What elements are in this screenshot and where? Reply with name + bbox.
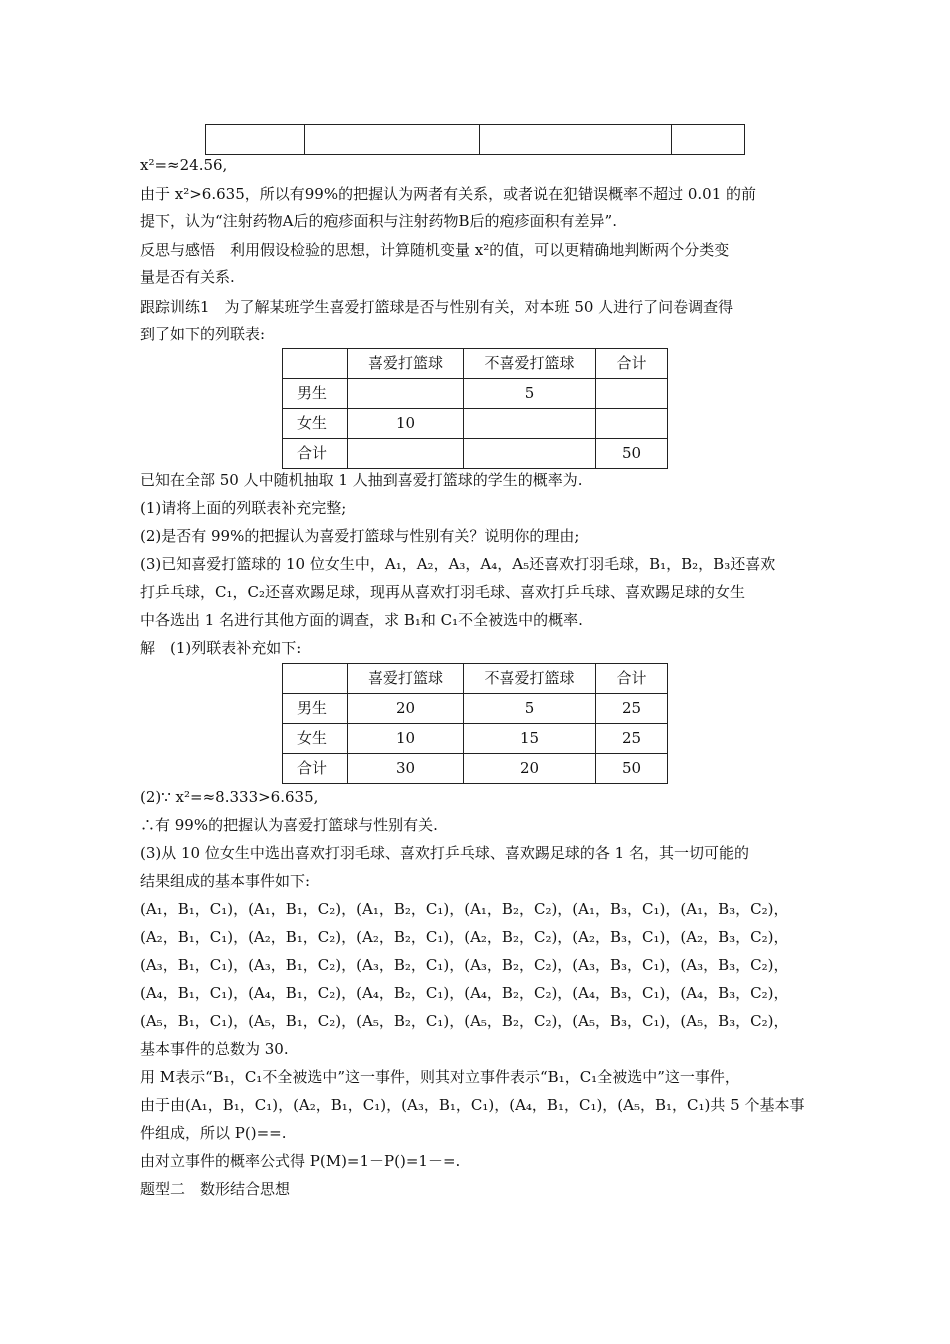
table-cell: 30 [348, 754, 464, 784]
contingency-table-blank [282, 348, 668, 469]
table-cell: 25 [596, 724, 668, 754]
text-line: 已知在全部 50 人中随机抽取 1 人抽到喜爱打篮球的学生的概率为. [140, 471, 583, 489]
table-cell: 不喜爱打篮球 [464, 664, 596, 694]
table-row [283, 724, 668, 754]
table-cell: 合计 [283, 754, 348, 784]
table-cell [206, 125, 305, 155]
text-line: 由于 x²>6.635，所以有99%的把握认为两者有关系，或者说在犯错误概率不超过 0.01 的前 [140, 185, 757, 203]
text-line: 提下，认为“注射药物A后的疱疹面积与注射药物B后的疱疹面积有差异”. [140, 212, 617, 230]
text-line: (A₄，B₁，C₁)，(A₄，B₁，C₂)，(A₄，B₂，C₁)，(A₄，B₂，C₂)，(A₄，B₃，C₁)，(A₄，B₃，C₂)， [140, 984, 789, 1002]
contingency-table-complete [282, 663, 668, 784]
table-cell: 喜爱打篮球 [348, 349, 464, 379]
table-cell: 10 [348, 409, 464, 439]
table-cell [464, 409, 596, 439]
table-row [283, 439, 668, 469]
table-cell: 20 [348, 694, 464, 724]
table-cell: 合计 [283, 439, 348, 469]
table-row [283, 349, 668, 379]
table-cell: 女生 [283, 409, 348, 439]
table-cell [596, 379, 668, 409]
text-line: (A₅，B₁，C₁)，(A₅，B₁，C₂)，(A₅，B₂，C₁)，(A₅，B₂，C₂)，(A₅，B₃，C₁)，(A₅，B₃，C₂)， [140, 1012, 789, 1030]
text-line: (3)从 10 位女生中选出喜欢打羽毛球、喜欢打乒乓球、喜欢踢足球的各 1 名，其一切可能的 [140, 844, 749, 862]
table-cell: 20 [464, 754, 596, 784]
table-cell [283, 349, 348, 379]
table-cell: 合计 [596, 349, 668, 379]
table-cell: 5 [464, 694, 596, 724]
table-row [283, 694, 668, 724]
table-row [283, 409, 668, 439]
table-cell: 女生 [283, 724, 348, 754]
text-line: (3)已知喜爱打篮球的 10 位女生中，A₁，A₂，A₃，A₄，A₅还喜欢打羽毛球，B₁，B₂，B₃还喜欢 [140, 555, 776, 573]
text-line: 打乒乓球，C₁，C₂还喜欢踢足球，现再从喜欢打羽毛球、喜欢打乒乓球、喜欢踢足球的女生 [140, 583, 745, 601]
table-cell: 男生 [283, 694, 348, 724]
text-line: (A₁，B₁，C₁)，(A₁，B₁，C₂)，(A₁，B₂，C₁)，(A₁，B₂，C₂)，(A₁，B₃，C₁)，(A₁，B₃，C₂)， [140, 900, 789, 918]
table-row [206, 125, 745, 155]
table-cell [348, 379, 464, 409]
text-line: (1)请将上面的列联表补充完整; [140, 499, 347, 517]
text-line: 用 M表示“B₁，C₁不全被选中”这一事件，则其对立事件表示“B₁，C₁全被选中”这一事件， [140, 1068, 740, 1086]
table-cell: 15 [464, 724, 596, 754]
text-line: (A₃，B₁，C₁)，(A₃，B₁，C₂)，(A₃，B₂，C₁)，(A₃，B₂，C₂)，(A₃，B₃，C₁)，(A₃，B₃，C₂)， [140, 956, 789, 974]
text-line: 基本事件的总数为 30. [140, 1040, 289, 1058]
table-cell: 10 [348, 724, 464, 754]
table-cell [596, 409, 668, 439]
table-cell: 喜爱打篮球 [348, 664, 464, 694]
text-line: 反思与感悟 利用假设检验的思想，计算随机变量 x²的值，可以更精确地判断两个分类变 [140, 241, 730, 259]
table-cell: 合计 [596, 664, 668, 694]
text-line: x²=≈24.56, [140, 156, 228, 174]
table-row [283, 379, 668, 409]
table-cell [348, 439, 464, 469]
table-cell [464, 439, 596, 469]
text-line: 解 (1)列联表补充如下: [140, 639, 302, 657]
text-line: 由于由(A₁，B₁，C₁)，(A₂，B₁，C₁)，(A₃，B₁，C₁)，(A₄，B₁，C₁)，(A₅，B₁，C₁)共 5 个基本事 [140, 1096, 805, 1114]
text-line: 到了如下的列联表: [140, 325, 266, 343]
table-cell: 5 [464, 379, 596, 409]
table-row [283, 664, 668, 694]
text-line: 跟踪训练1 为了解某班学生喜爱打篮球是否与性别有关，对本班 50 人进行了问卷调查得 [140, 298, 734, 316]
table-cell [283, 664, 348, 694]
table-cell [672, 125, 745, 155]
table-cell [480, 125, 672, 155]
text-line: ∴有 99%的把握认为喜爱打篮球与性别有关. [140, 816, 438, 834]
text-line: (A₂，B₁，C₁)，(A₂，B₁，C₂)，(A₂，B₂，C₁)，(A₂，B₂，C₂)，(A₂，B₃，C₁)，(A₂，B₃，C₂)， [140, 928, 789, 946]
text-line: 件组成，所以 P()==. [140, 1124, 287, 1142]
table-row [283, 754, 668, 784]
text-line: 中各选出 1 名进行其他方面的调查，求 B₁和 C₁不全被选中的概率. [140, 611, 583, 629]
text-line: 量是否有关系. [140, 268, 235, 286]
table-cell: 50 [596, 754, 668, 784]
text-line: 由对立事件的概率公式得 P(M)=1－P()=1－=. [140, 1152, 461, 1170]
text-line: 结果组成的基本事件如下: [140, 872, 311, 890]
table-cell: 25 [596, 694, 668, 724]
top-table [205, 124, 745, 155]
table-cell: 50 [596, 439, 668, 469]
text-line: (2)∵ x²=≈8.333>6.635, [140, 788, 319, 806]
table-cell: 男生 [283, 379, 348, 409]
text-line: (2)是否有 99%的把握认为喜爱打篮球与性别有关？说明你的理由; [140, 527, 580, 545]
section-heading: 题型二 数形结合思想 [140, 1180, 291, 1198]
table-cell [305, 125, 480, 155]
table-cell: 不喜爱打篮球 [464, 349, 596, 379]
